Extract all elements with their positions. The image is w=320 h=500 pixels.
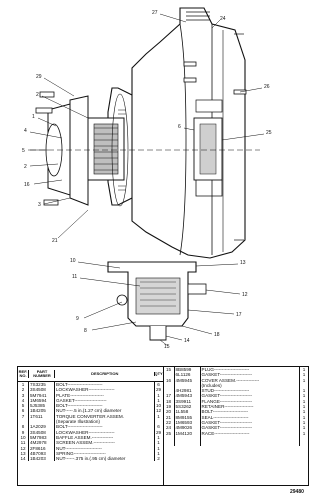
- ref-cell: 18: [164, 399, 175, 404]
- parts-table-right: [163, 367, 309, 485]
- qty-cell: 12: [154, 408, 163, 413]
- callout-6: 6: [178, 124, 181, 130]
- callout-10: 10: [70, 258, 76, 264]
- qty-cell: 1: [154, 398, 163, 403]
- part-number-cell: 1M4120: [175, 431, 201, 436]
- qty-cell: 1: [154, 451, 163, 456]
- part-number-cell: 1T611: [29, 414, 55, 419]
- description-cell: TORQUE CONVERTER ASSEM.: [56, 413, 124, 419]
- callout-26: 26: [264, 84, 270, 90]
- part-number-cell: 4M2978: [29, 440, 55, 445]
- figure-number: 29480: [290, 489, 304, 495]
- part-number-cell: 4M5943: [175, 393, 201, 398]
- part-number-cell: 4B7093: [29, 451, 55, 456]
- description-cell: SPRING---------------------: [56, 450, 106, 456]
- description-cell: STUD-----------------------: [201, 388, 250, 394]
- ref-cell: 15: [164, 367, 175, 372]
- part-number-cell: 5M7983: [29, 435, 55, 440]
- ref-cell: 16: [164, 378, 175, 383]
- description-cell: RACE-----------------------: [201, 430, 250, 436]
- qty-cell: [299, 441, 308, 446]
- part-number-cell: 5M7941: [29, 393, 55, 398]
- part-number-cell: 3S4508: [29, 430, 55, 435]
- description-cell: [201, 441, 300, 446]
- part-number-cell: 1B4203: [29, 456, 55, 461]
- callout-18: 18: [214, 332, 220, 338]
- callout-8: 8: [84, 328, 87, 334]
- ref-cell: 8: [18, 424, 29, 429]
- description-cell: SEAL-----------------------: [201, 414, 249, 420]
- qty-cell: 1: [154, 414, 163, 419]
- qty-cell: 29: [154, 387, 163, 392]
- qty-cell: 6: [154, 382, 163, 387]
- ref-cell: 9: [18, 430, 29, 435]
- table-row: [18, 456, 163, 461]
- description-cell: GASKET---------------------: [201, 419, 253, 425]
- part-number-cell: 4M5945: [175, 378, 201, 383]
- qty-cell: 1: [299, 431, 308, 436]
- ref-cell: 4: [18, 398, 29, 403]
- callout-16: 16: [24, 182, 30, 188]
- description-cell: GASKET---------------------: [201, 425, 253, 431]
- callout-25: 25: [266, 130, 272, 136]
- description-cell: NUT------.375 in.(.95 cm) diameter: [56, 456, 126, 462]
- part-number-cell: 1M6594: [29, 398, 55, 403]
- part-number-cell: 2F8616: [29, 446, 55, 451]
- description-cell: PLATE----------------------: [56, 392, 104, 398]
- ref-cell: [164, 441, 175, 446]
- part-number-cell: 1L558: [175, 409, 201, 414]
- callout-2b: 2: [24, 164, 27, 170]
- ref-cell: 20: [164, 409, 175, 414]
- qty-cell: 1: [299, 367, 308, 372]
- part-number-cell: 4H2981: [175, 388, 201, 393]
- table-header: [18, 367, 163, 382]
- part-number-cell: 6L1126: [175, 372, 201, 377]
- callout-3: 3: [38, 202, 41, 208]
- description-cell: BOLT-----------------------: [56, 424, 103, 430]
- part-number-cell: 1A2029: [29, 424, 55, 429]
- part-number-cell: 1M6593: [175, 420, 201, 425]
- ref-cell: 2: [18, 387, 29, 392]
- description-cell: BOLT-----------------------: [201, 409, 249, 415]
- qty-cell: 1: [154, 440, 163, 445]
- description-cell: RETAINER-------------------: [201, 404, 254, 410]
- qty-cell: 2: [154, 456, 163, 461]
- ref-cell: 10: [18, 435, 29, 440]
- callout-15: 15: [164, 344, 170, 350]
- ref-cell: 24: [164, 425, 175, 430]
- part-number-cell: 4M9026: [175, 425, 201, 430]
- callout-24: 24: [220, 16, 226, 22]
- ref-cell: 22: [164, 420, 175, 425]
- inner-drive: [194, 100, 222, 196]
- header-description: DESCRIPTION: [91, 371, 119, 376]
- description-cell: GASKET---------------------: [56, 397, 107, 403]
- table-body-right: [164, 367, 309, 446]
- qty-cell: 1: [154, 446, 163, 451]
- ref-cell: 25: [164, 431, 175, 436]
- part-number-cell: 7S3235: [29, 382, 55, 387]
- callout-1: 1: [32, 114, 35, 120]
- ref-cell: 3: [18, 393, 29, 398]
- qty-cell: 1: [299, 378, 308, 383]
- ref-cell: 14: [18, 456, 29, 461]
- ref-cell: 21: [164, 415, 175, 420]
- description-cell: NUT-----.5 in.(1.27 cm) diameter: [56, 408, 122, 414]
- ref-cell: 12: [18, 446, 29, 451]
- header-qty: QTY: [154, 370, 163, 376]
- part-number-cell: 3S4508: [29, 387, 55, 392]
- qty-cell: 6: [154, 424, 163, 429]
- callout-14: 14: [184, 338, 190, 344]
- ref-cell: 5: [18, 403, 29, 408]
- ref-cell: 19: [164, 404, 175, 409]
- description-cell: (Separate Illustration): [56, 419, 100, 425]
- part-number-cell: 8B8599: [175, 367, 201, 372]
- description-cell: GASKET---------------------: [201, 393, 253, 399]
- callout-29: 29: [36, 74, 42, 80]
- qty-cell: 1: [299, 425, 308, 430]
- callout-27: 27: [152, 10, 158, 16]
- description-cell: BOLT-----------------------: [56, 382, 103, 387]
- converter-housing: [108, 8, 245, 258]
- header-ref: REF. NO.: [18, 368, 28, 378]
- ref-cell: 7: [18, 414, 29, 419]
- callout-12: 12: [242, 292, 248, 298]
- table-row: [164, 441, 309, 446]
- ref-cell: 1: [18, 382, 29, 387]
- callout-21: 21: [52, 238, 58, 244]
- ref-cell: 13: [18, 451, 29, 456]
- part-number-cell: 1B4205: [29, 408, 55, 413]
- qty-cell: 1: [299, 415, 308, 420]
- description-cell: SCREEN ASSEM.--------------: [56, 440, 115, 446]
- ref-cell: 6: [18, 408, 29, 413]
- qty-cell: 10: [154, 403, 163, 408]
- description-cell: COVER ASSEM.---------------: [201, 377, 260, 383]
- description-cell: BAFFLE ASSEM.--------------: [56, 434, 114, 440]
- qty-cell: 1: [154, 393, 163, 398]
- callout-11: 11: [72, 274, 78, 280]
- table-body-left: [18, 382, 163, 461]
- description-cell: BOLT-----------------------: [56, 403, 103, 409]
- part-number-cell: [175, 441, 201, 446]
- qty-cell: 1: [299, 420, 308, 425]
- callout-2a: 2: [36, 92, 39, 98]
- parts-table: [17, 366, 309, 486]
- part-number-cell: 8M9155: [175, 415, 201, 420]
- description-cell: GASKET---------------------: [201, 372, 253, 378]
- qty-cell: 1: [299, 399, 308, 404]
- qty-cell: 1: [299, 409, 308, 414]
- ref-cell: 11: [18, 440, 29, 445]
- qty-cell: 1: [299, 393, 308, 398]
- description-cell: LOCKWASHER-----------------: [56, 429, 115, 435]
- qty-cell: 1: [299, 404, 308, 409]
- callout-9: 9: [76, 316, 79, 322]
- part-number-cell: 3S9911: [175, 399, 201, 404]
- ref-cell: 17: [164, 393, 175, 398]
- part-number-cell: 5J5385: [29, 403, 55, 408]
- qty-cell: 1: [154, 435, 163, 440]
- qty-cell: 1: [299, 388, 308, 393]
- description-cell: PLUG-----------------------: [201, 367, 250, 372]
- callout-5: 5: [22, 148, 25, 154]
- description-cell: (Includes): [201, 382, 222, 388]
- callout-13: 13: [240, 260, 246, 266]
- description-cell: NUT------------------------: [56, 445, 102, 451]
- parts-table-left: [18, 367, 163, 485]
- description-cell: FLANGE---------------------: [201, 398, 253, 404]
- qty-cell: 1: [299, 372, 308, 377]
- header-part-number: PART NUMBER: [29, 370, 55, 379]
- description-cell: LOCKWASHER-----------------: [56, 387, 115, 393]
- part-number-cell: 5S3262: [175, 404, 201, 409]
- callout-17: 17: [236, 312, 242, 318]
- callout-4: 4: [24, 128, 27, 134]
- qty-cell: 29: [154, 430, 163, 435]
